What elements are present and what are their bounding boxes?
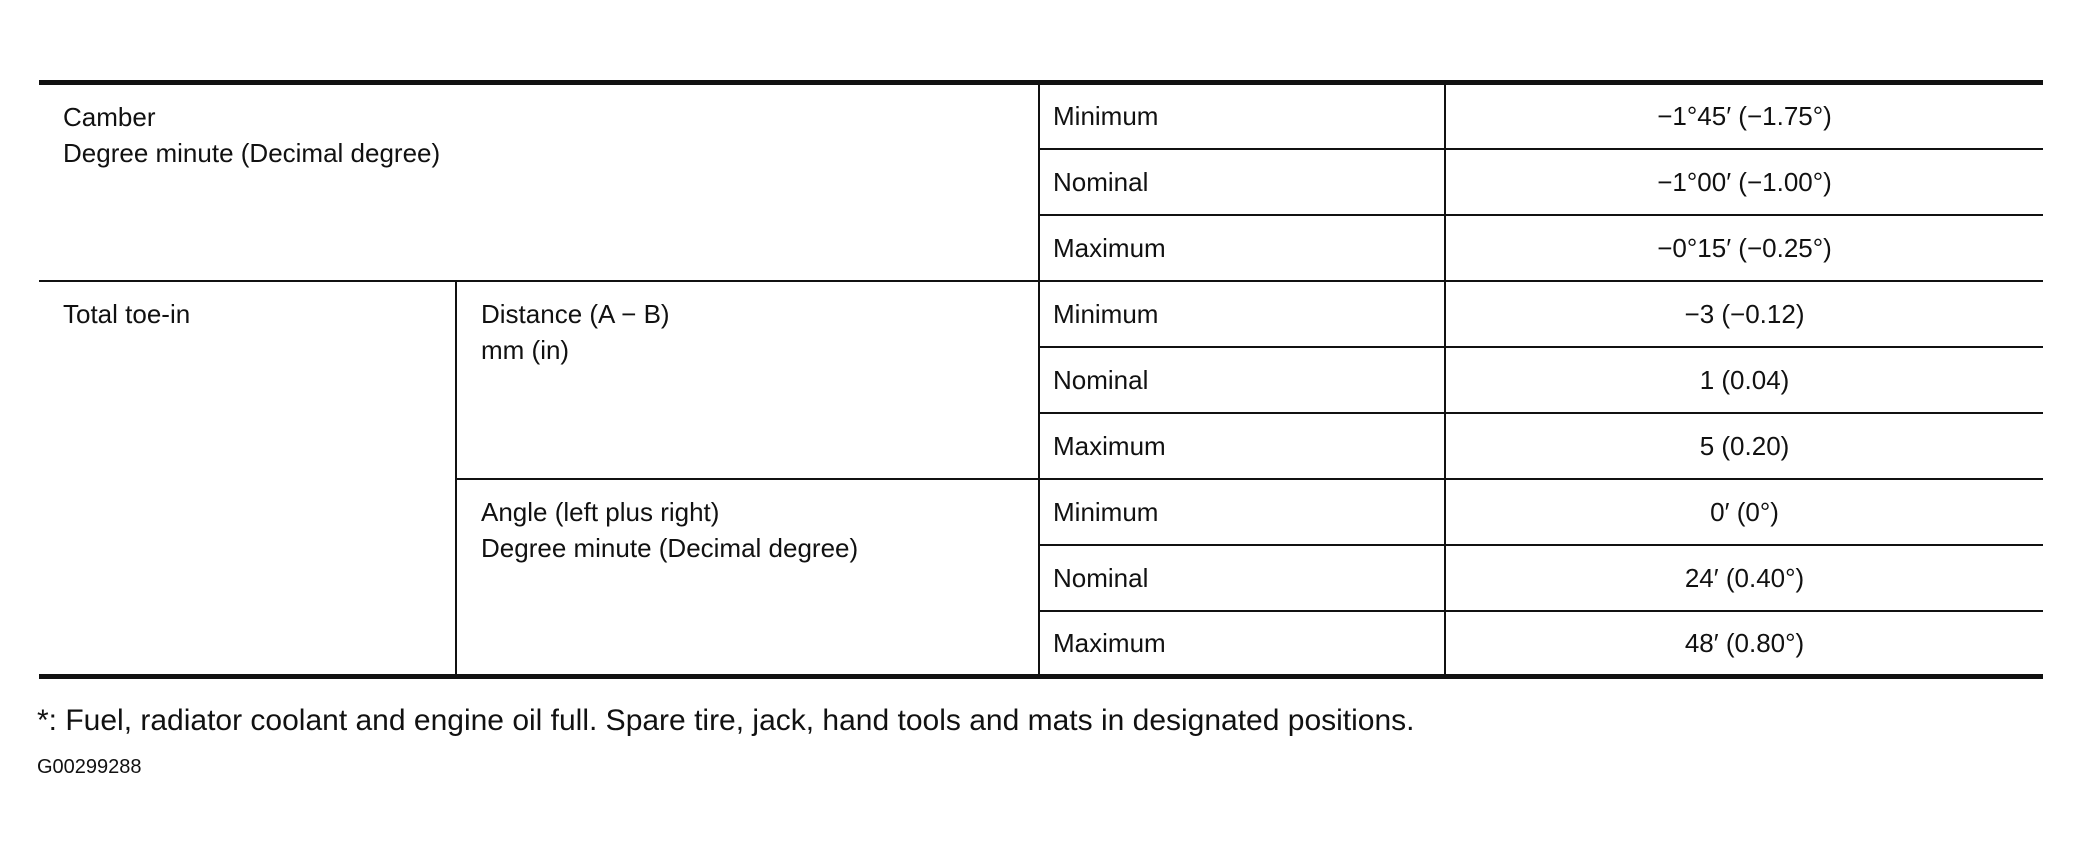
toe-distance-level-nominal: Nominal — [1039, 347, 1445, 413]
toe-angle-level-maximum: Maximum — [1039, 611, 1445, 677]
toe-distance-level-minimum: Minimum — [1039, 281, 1445, 347]
toe-distance-value-minimum: −3 (−0.12) — [1445, 281, 2043, 347]
toe-distance-level-maximum: Maximum — [1039, 413, 1445, 479]
toe-in-label: Total toe-in — [63, 298, 191, 329]
figure-code: G00299288 — [37, 756, 142, 778]
camber-label: Camber — [63, 102, 156, 132]
camber-unit: Degree minute (Decimal degree) — [63, 138, 441, 168]
toe-distance-unit: mm (in) — [481, 334, 570, 365]
toe-angle-level-minimum: Minimum — [1039, 479, 1445, 545]
camber-value-maximum: −0°15′ (−0.25°) — [1445, 215, 2043, 281]
camber-value-nominal: −1°00′ (−1.00°) — [1445, 149, 2043, 215]
camber-level-minimum: Minimum — [1039, 83, 1445, 149]
wheel-alignment-spec-table — [39, 80, 2043, 679]
toe-angle-level-nominal: Nominal — [1039, 545, 1445, 611]
camber-level-maximum: Maximum — [1039, 215, 1445, 281]
toe-distance-value-maximum: 5 (0.20) — [1445, 413, 2043, 479]
table-row — [39, 83, 2043, 149]
toe-distance-label-cell — [456, 281, 1039, 479]
toe-angle-unit: Degree minute (Decimal degree) — [481, 532, 859, 563]
toe-in-label-cell — [39, 281, 456, 677]
table-row — [39, 281, 2043, 347]
toe-distance-value-nominal: 1 (0.04) — [1445, 347, 2043, 413]
toe-distance-label: Distance (A − B) — [481, 298, 670, 329]
camber-label-cell — [39, 83, 1039, 281]
toe-angle-value-minimum: 0′ (0°) — [1445, 479, 2043, 545]
toe-angle-label: Angle (left plus right) — [481, 496, 720, 527]
toe-angle-value-nominal: 24′ (0.40°) — [1445, 545, 2043, 611]
footnote: *: Fuel, radiator coolant and engine oil full. Spare tire, jack, hand tools and mats in designated positions. — [37, 704, 1415, 737]
toe-angle-value-maximum: 48′ (0.80°) — [1445, 611, 2043, 677]
toe-angle-label-cell — [456, 479, 1039, 677]
camber-value-minimum: −1°45′ (−1.75°) — [1445, 83, 2043, 149]
camber-level-nominal: Nominal — [1039, 149, 1445, 215]
